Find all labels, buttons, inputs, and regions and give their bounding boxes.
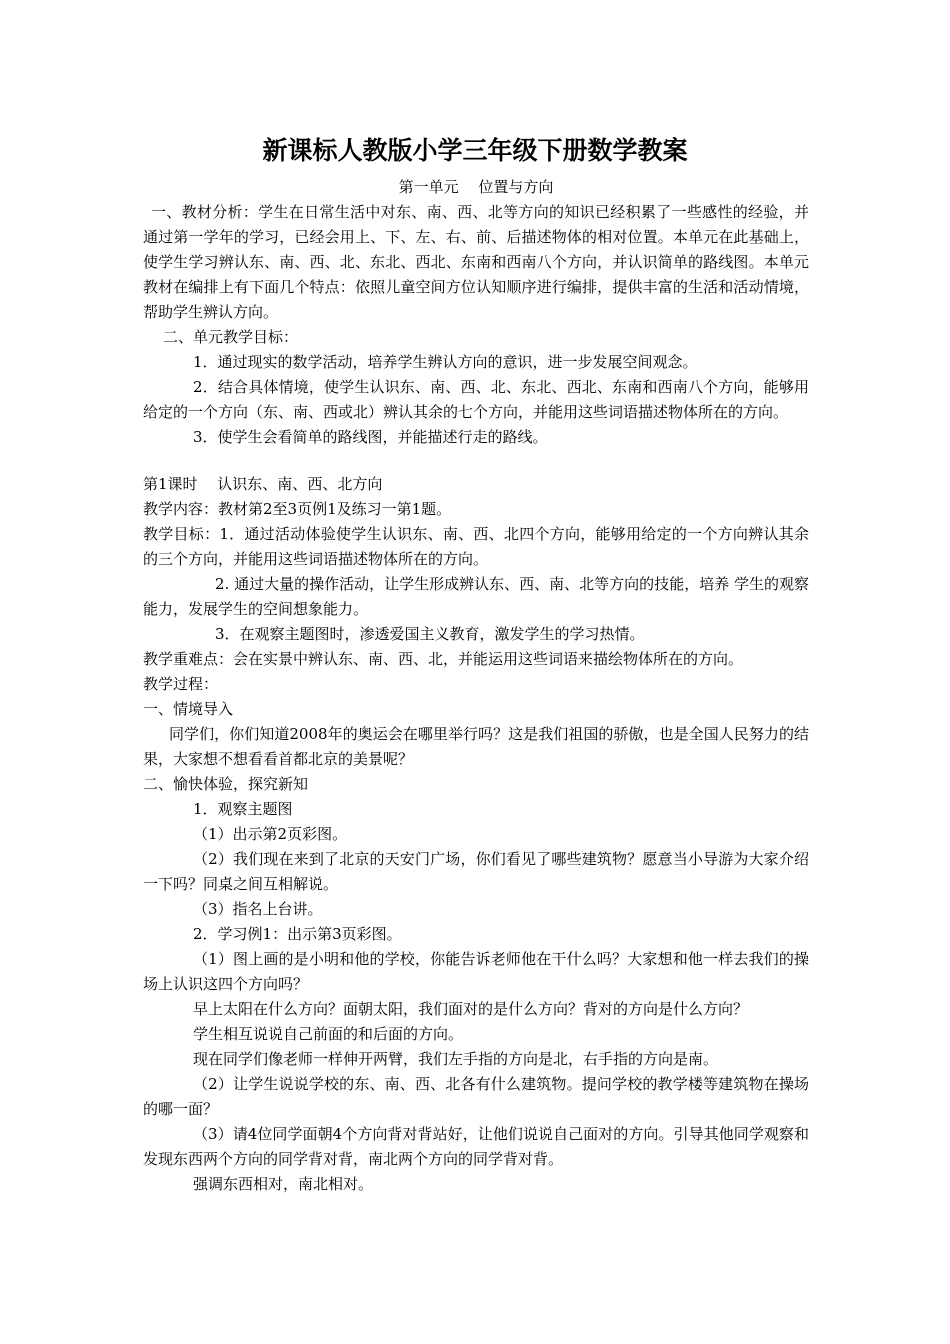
paragraph: 一、情境导入 [143,700,234,718]
paragraph: （3）请4位同学面朝4个方向背对背站好，让他们说说自己面对的方向。引导其他同学观察和发现东西两个方向的同学背对背，南北两个方向的同学背对背。 [143,1125,809,1168]
paragraph: 教学目标：1．通过活动体验使学生认识东、南、西、北四个方向，能够用给定的一个方向辨认其余的三个方向，并能用这些词语描述物体所在的方向。 [143,525,809,568]
paragraph: 2．学习例1：出示第3页彩图。 [193,925,402,943]
paragraph: 2．结合具体情境，使学生认识东、南、西、北、东北、西北、东南和西南八个方向，能够用给定的一个方向（东、南、西或北）辨认其余的七个方向，并能用这些词语描述物体所在的方向。 [143,378,809,421]
paragraph: （1）图上画的是小明和他的学校，你能告诉老师他在干什么吗？大家想和他一样去我们的操场上认识这四个方向吗？ [143,950,809,993]
paragraph: 同学们，你们知道2008年的奥运会在哪里举行吗？这是我们祖国的骄傲，也是全国人民努力的结果，大家想不想看看首都北京的美景呢？ [143,725,809,768]
paragraph: 教学重难点：会在实景中辨认东、南、西、北，并能运用这些词语来描绘物体所在的方向。 [143,650,744,668]
section-heading: 第一单元 位置与方向 [398,178,554,196]
document-title: 新课标人教版小学三年级下册数学教案 [262,136,688,165]
paragraph: 一、教材分析：学生在日常生活中对东、南、西、北等方向的知识已经积累了一些感性的经验，并通过第一学年的学习，已经会用上、下、左、右、前、后描述物体的相对位置。本单元在此基础上，使学生学习辨认东、南、西、北、东北、西北、东南和西南八个方向，并认识简单的路线图。本单元教材在编排上有下面几个特点：依照儿童空间方位认知顺序进行编排，提供丰富的生活和活动情境，帮助学生辨认方向。 [143,203,809,321]
paragraph: 1．通过现实的数学活动，培养学生辨认方向的意识，进一步发展空间观念。 [193,353,698,371]
paragraph: （2）我们现在来到了北京的天安门广场，你们看见了哪些建筑物？愿意当小导游为大家介绍一下吗？同桌之间互相解说。 [143,850,809,893]
paragraph: 教学过程： [143,675,219,693]
paragraph: 2. 通过大量的操作活动，让学生形成辨认东、西、南、北等方向的技能，培养 学生的观察能力，发展学生的空间想象能力。 [143,575,809,618]
paragraph: 二、单元教学目标： [163,328,299,346]
paragraph: 强调东西相对，南北相对。 [193,1175,374,1193]
paragraph: 学生相互说说自己前面的和后面的方向。 [193,1025,464,1043]
paragraph: 3．在观察主题图时，渗透爱国主义教育，激发学生的学习热情。 [215,625,645,643]
paragraph: 1．观察主题图 [193,800,293,818]
document-body [143,175,809,1197]
paragraph: 早上太阳在什么方向？面朝太阳，我们面对的是什么方向？背对的方向是什么方向？ [193,1000,749,1018]
blank-line [143,450,809,472]
paragraph: 教学内容：教材第2至3页例1及练习一第1题。 [143,500,452,518]
paragraph: （1）出示第2页彩图。 [193,825,348,843]
paragraph: 现在同学们像老师一样伸开两臂，我们左手指的方向是北，右手指的方向是南。 [193,1050,719,1068]
paragraph: （2）让学生说说学校的东、南、西、北各有什么建筑物。提问学校的教学楼等建筑物在操场的哪一面？ [143,1075,809,1118]
paragraph: （3）指名上台讲。 [193,900,323,918]
paragraph: 二、愉快体验，探究新知 [143,775,309,793]
paragraph: 3．使学生会看简单的路线图，并能描述行走的路线。 [193,428,548,446]
paragraph: 第1课时 认识东、南、西、北方向 [143,475,383,493]
